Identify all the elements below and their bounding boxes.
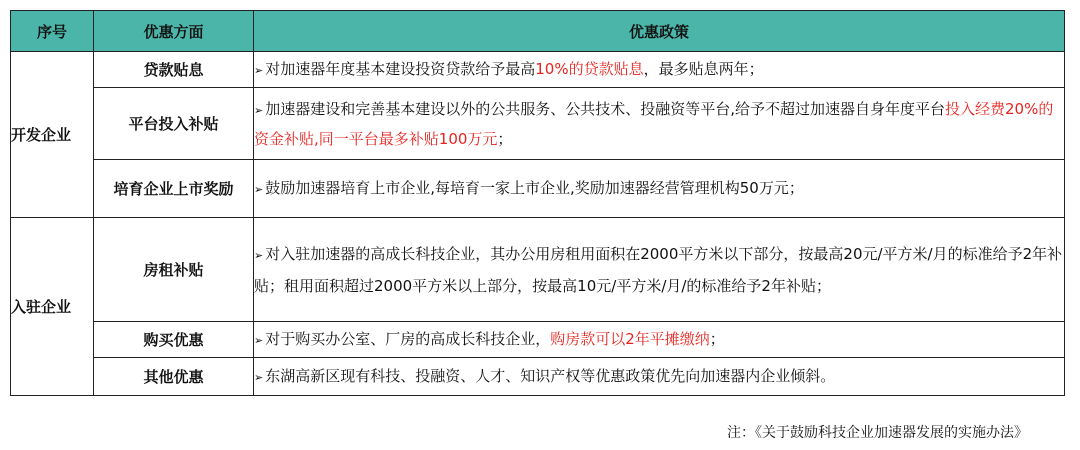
policy-ipo-reward: ➢ 鼓励加速器培育上市企业,每培育一家上市企业,奖励加速器经营管理机构50万元； — [254, 160, 1065, 218]
table-row — [11, 88, 1065, 160]
policy-other-benefit: ➢ 东湖高新区现有科技、投融资、人才、知识产权等优惠政策优先向加速器内企业倾斜。 — [254, 358, 1065, 396]
header-policy: 优惠政策 — [254, 11, 1065, 52]
policy-platform-subsidy: ➢ 加速器建设和完善基本建设以外的公共服务、公共技术、投融资等平台,给予不超过加速器自身年度平台投入经费20%的资金补贴,同一平台最多补贴100万元； — [254, 88, 1065, 160]
bullet-arrow-icon: ➢ — [254, 182, 264, 196]
bullet-arrow-icon: ➢ — [254, 248, 264, 262]
bullet-arrow-icon: ➢ — [254, 333, 264, 347]
group-resident: 入驻企业 — [11, 218, 94, 396]
aspect-other-benefit: 其他优惠 — [94, 358, 254, 396]
aspect-purchase-benefit: 购买优惠 — [94, 322, 254, 358]
source-note: 注：《关于鼓励科技企业加速器发展的实施办法》 — [727, 425, 1028, 441]
header-index: 序号 — [11, 11, 94, 52]
bullet-arrow-icon: ➢ — [254, 103, 264, 117]
table-row — [11, 160, 1065, 218]
bullet-arrow-icon: ➢ — [254, 63, 264, 77]
aspect-rent-subsidy: 房租补贴 — [94, 218, 254, 322]
bullet-arrow-icon: ➢ — [254, 370, 264, 384]
aspect-platform-subsidy: 平台投入补贴 — [94, 88, 254, 160]
policy-purchase-benefit: ➢ 对于购买办公室、厂房的高成长科技企业，购房款可以2年平摊缴纳； — [254, 322, 1065, 358]
table-row — [11, 218, 1065, 322]
table-header-row — [11, 11, 1065, 52]
policy-table — [10, 10, 1065, 396]
aspect-loan-subsidy: 贷款贴息 — [94, 52, 254, 88]
table-row — [11, 358, 1065, 396]
group-developer: 开发企业 — [11, 52, 94, 218]
table-row — [11, 52, 1065, 88]
header-aspect: 优惠方面 — [94, 11, 254, 52]
policy-loan-subsidy: ➢ 对加速器年度基本建设投资贷款给予最高10%的贷款贴息，最多贴息两年； — [254, 52, 1065, 88]
policy-rent-subsidy: ➢ 对入驻加速器的高成长科技企业，其办公用房租用面积在2000平方米以下部分，按最高20元/平方米/月的标准给予2年补贴；租用面积超过2000平方米以上部分，按最高10元/平方米/月/的标准给予2年补贴； — [254, 218, 1065, 322]
table-row — [11, 322, 1065, 358]
aspect-ipo-reward: 培育企业上市奖励 — [94, 160, 254, 218]
